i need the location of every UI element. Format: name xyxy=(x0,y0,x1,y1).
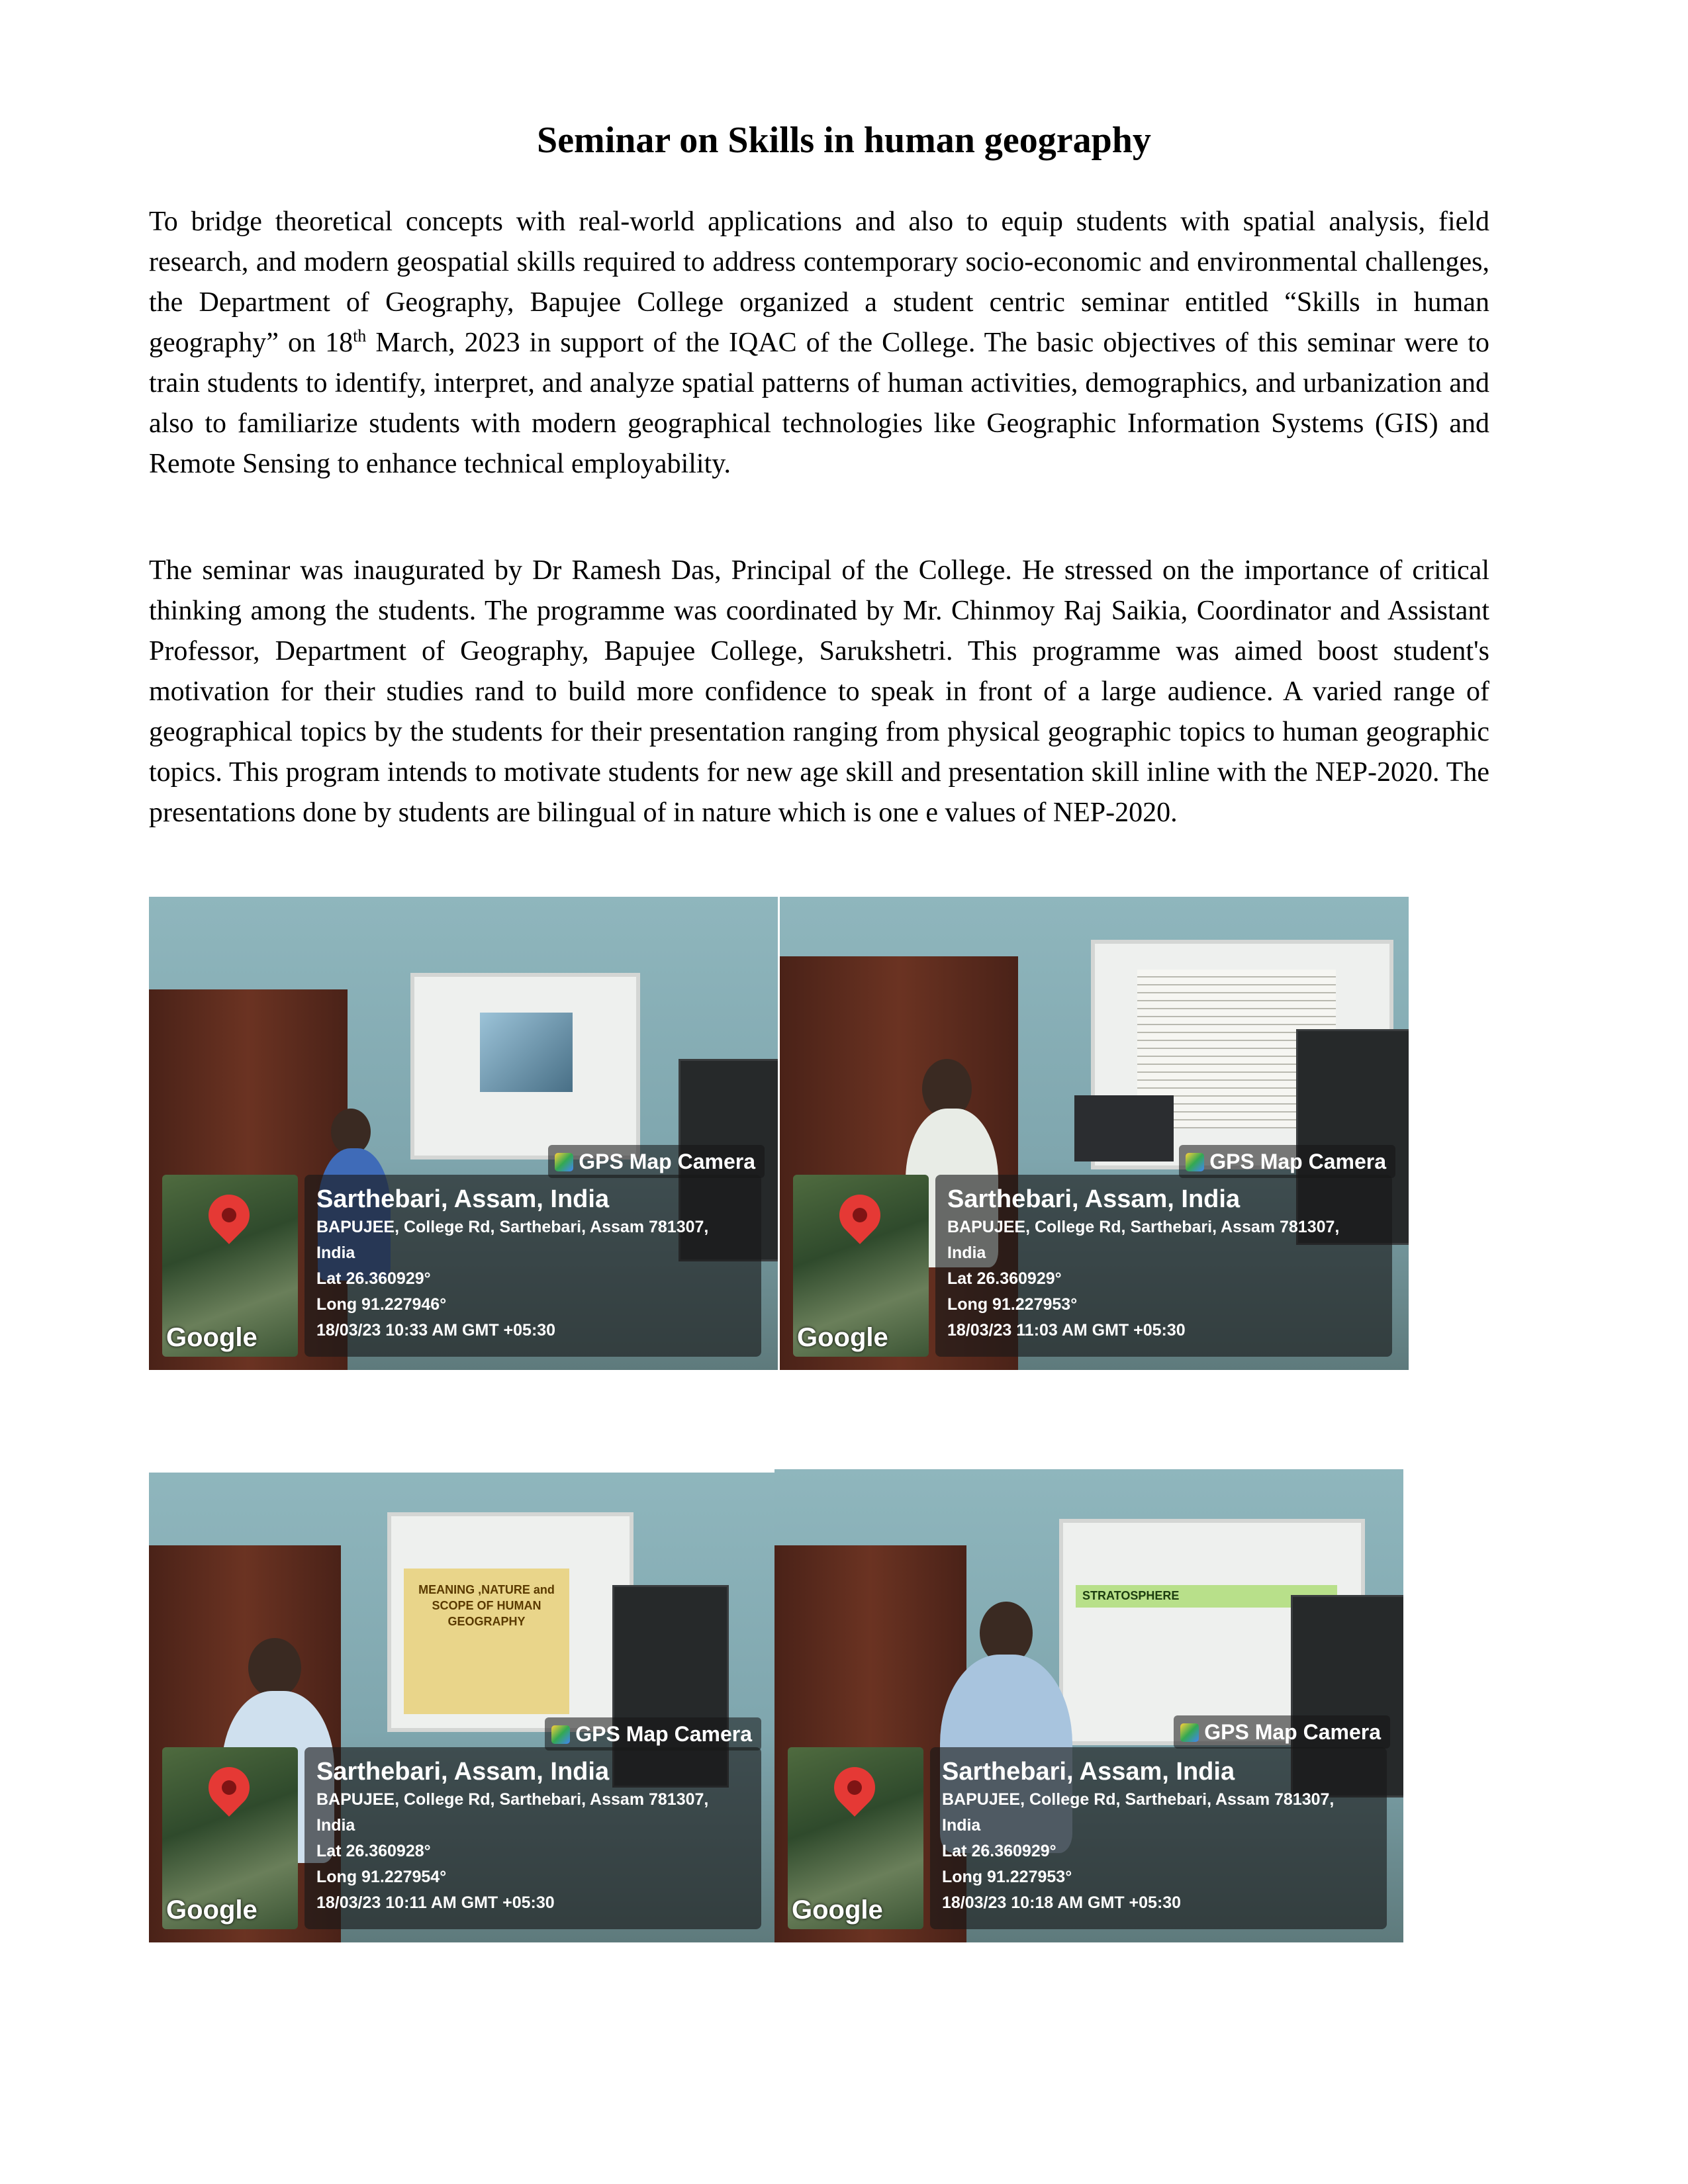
mini-map xyxy=(162,1175,298,1357)
google-logo: Google xyxy=(792,1895,883,1925)
mini-map xyxy=(788,1747,923,1929)
location-place: Sarthebari, Assam, India xyxy=(947,1185,1241,1213)
location-place: Sarthebari, Assam, India xyxy=(316,1185,610,1213)
map-pin-icon xyxy=(825,1758,884,1817)
location-info xyxy=(930,1747,1387,1929)
gps-camera-label: GPS Map Camera xyxy=(575,1722,752,1746)
location-long: Long 91.227946° xyxy=(316,1295,447,1314)
location-long: Long 91.227953° xyxy=(942,1868,1072,1886)
mini-map xyxy=(162,1747,298,1929)
map-pin-icon xyxy=(200,1758,258,1817)
location-place: Sarthebari, Assam, India xyxy=(942,1758,1235,1786)
inauguration-paragraph: The seminar was inaugurated by Dr Ramesh Das, Principal of the College. He stressed on the importance of critical thinking among the students. The programme was coordinated by Mr. Chinmoy Raj Saikia, Coordinator and Assistant Professor, Department of Geography, Bapujee College, Sarukshetri. This programme was aimed boost student's motivation for their studies rand to build more confidence to speak in front of a large audience. A varied range of geographical topics by the students for their presentation ranging from physical geographic topics to human geographic topics. This program intends to motivate students for new age skill and presentation skill inline with the NEP-2020. The presentations done by students are bilingual of in nature which is one e values of NEP-2020. xyxy=(149,555,1489,828)
gps-camera-icon xyxy=(1186,1153,1204,1171)
date-superscript: th xyxy=(353,326,367,345)
location-datetime: 18/03/23 10:11 AM GMT +05:30 xyxy=(316,1893,555,1912)
location-info xyxy=(305,1747,761,1929)
intro-text-part1: To bridge theoretical concepts with real-world applications and also to equip students with spatial analysis, field research, and modern geospatial skills required to address contemporary socio-economic and environmental challenges, the Department of Geography, Bapujee College organized a student centric seminar entitled “Skills in human geography” on 18 xyxy=(149,206,1489,358)
google-logo: Google xyxy=(166,1323,258,1352)
gps-camera-label: GPS Map Camera xyxy=(579,1150,755,1173)
gps-camera-icon xyxy=(1180,1723,1199,1742)
location-datetime: 18/03/23 10:33 AM GMT +05:30 xyxy=(316,1321,556,1340)
location-lat: Lat 26.360929° xyxy=(942,1842,1056,1860)
laptop xyxy=(1074,1095,1174,1161)
location-info xyxy=(935,1175,1392,1357)
location-address: BAPUJEE, College Rd, Sarthebari, Assam 781307, xyxy=(316,1790,709,1809)
google-logo: Google xyxy=(166,1895,258,1925)
location-address: BAPUJEE, College Rd, Sarthebari, Assam 781307, xyxy=(947,1218,1340,1236)
gps-camera-tag xyxy=(1179,1145,1395,1178)
slide-title: STRATOSPHERE xyxy=(1082,1589,1180,1602)
location-lat: Lat 26.360929° xyxy=(947,1269,1062,1288)
slide-title: MEANING ,NATURE and SCOPE OF HUMAN GEOGRAPHY xyxy=(418,1583,555,1628)
presenter-head xyxy=(248,1638,301,1698)
intro-text-part2: March, 2023 in support of the IQAC of the College. The basic objectives of this seminar were to train students to identify, interpret, and analyze spatial patterns of human activities, demographics, and urbanization and also to familiarize students with modern geographical technologies like Geographic Information Systems (GIS) and Remote Sensing to enhance technical employability. xyxy=(149,328,1489,479)
seminar-photo-4 xyxy=(774,1469,1403,1942)
location-long: Long 91.227953° xyxy=(947,1295,1078,1314)
location-country: India xyxy=(942,1816,981,1835)
location-long: Long 91.227954° xyxy=(316,1868,447,1886)
gps-camera-tag xyxy=(545,1717,761,1751)
gps-camera-tag xyxy=(1174,1715,1390,1749)
location-place: Sarthebari, Assam, India xyxy=(316,1758,610,1786)
location-address: BAPUJEE, College Rd, Sarthebari, Assam 781307, xyxy=(942,1790,1335,1809)
location-info xyxy=(305,1175,761,1357)
gps-camera-icon xyxy=(555,1153,573,1171)
gps-camera-icon xyxy=(551,1725,570,1744)
location-address: BAPUJEE, College Rd, Sarthebari, Assam 781307, xyxy=(316,1218,709,1236)
slide-image xyxy=(480,1013,573,1092)
intro-paragraph xyxy=(149,202,1489,484)
location-country: India xyxy=(316,1244,355,1262)
page-title: Seminar on Skills in human geography xyxy=(537,120,1151,161)
mini-map xyxy=(793,1175,929,1357)
location-datetime: 18/03/23 11:03 AM GMT +05:30 xyxy=(947,1321,1186,1340)
location-country: India xyxy=(316,1816,355,1835)
map-pin-icon xyxy=(831,1186,889,1244)
seminar-photo-2 xyxy=(780,897,1409,1370)
gps-camera-label: GPS Map Camera xyxy=(1204,1720,1381,1744)
seminar-photo-1 xyxy=(149,897,778,1370)
map-pin-icon xyxy=(200,1186,258,1244)
location-lat: Lat 26.360929° xyxy=(316,1269,431,1288)
location-country: India xyxy=(947,1244,986,1262)
location-datetime: 18/03/23 10:18 AM GMT +05:30 xyxy=(942,1893,1182,1912)
gps-camera-tag xyxy=(548,1145,765,1178)
seminar-photo-3 xyxy=(149,1473,774,1942)
google-logo: Google xyxy=(797,1323,888,1352)
location-lat: Lat 26.360928° xyxy=(316,1842,431,1860)
gps-camera-label: GPS Map Camera xyxy=(1209,1150,1386,1173)
